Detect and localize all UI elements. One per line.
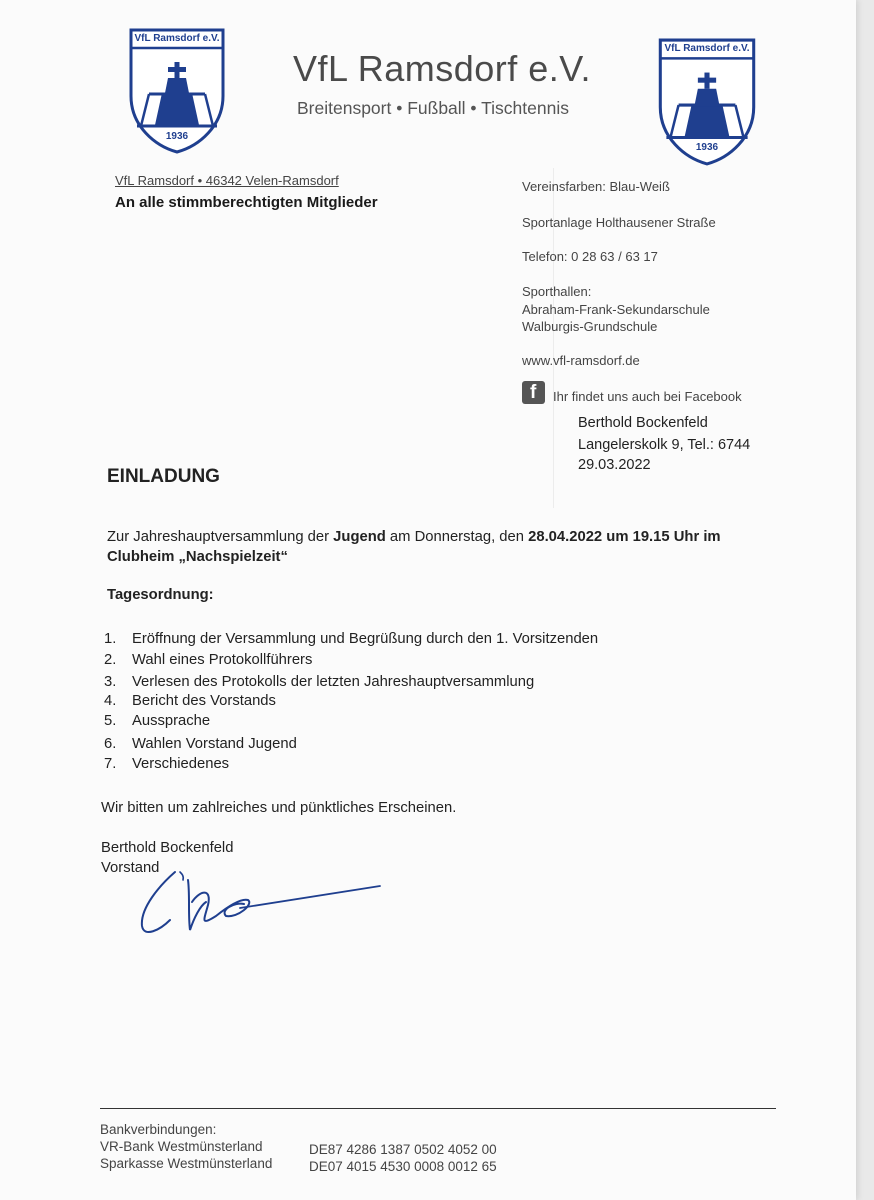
signer-role: Vorstand [101,860,160,876]
agenda-number: 3. [104,674,117,690]
agenda-label: Aussprache [132,713,211,729]
invitation-text: am Donnerstag, den [385,529,529,545]
invitation-text: Zur Jahreshauptversammlung der [107,529,334,545]
sports-ground: Sportanlage Holthausener Straße [522,215,716,230]
hall-item: Abraham-Frank-Sekundarschule [522,302,710,317]
crest-year: 1936 [165,131,189,142]
club-crest-left [127,26,227,156]
club-colors: Vereinsfarben: Blau-Weiß [522,179,670,194]
agenda-label: Bericht des Vorstands [132,693,276,709]
sender-line: VfL Ramsdorf • 46342 Velen-Ramsdorf [115,173,339,188]
invitation-line-1 [107,529,721,545]
contact-name: Berthold Bockenfeld [578,415,708,431]
footer-divider [100,1108,776,1109]
bank-name: Sparkasse Westmünsterland [100,1156,273,1171]
org-title: VfL Ramsdorf e.V. [293,48,591,89]
agenda-label: Wahl eines Protokollführers [132,652,313,668]
agenda-number: 6. [104,736,117,752]
letter-heading: EINLADUNG [107,466,220,487]
agenda-number: 2. [104,652,117,668]
invitation-line-2 [107,549,288,565]
agenda-number: 7. [104,756,117,772]
facebook-icon: f [522,381,545,404]
crest-year: 1936 [695,142,719,153]
hall-item: Walburgis-Grundschule [522,319,658,334]
agenda-label: Verschiedenes [132,756,230,772]
agenda-number: 5. [104,713,117,729]
phone: Telefon: 0 28 63 / 63 17 [522,249,658,264]
bank-name: VR-Bank Westmünsterland [100,1139,263,1154]
agenda-title: Tagesordnung: [107,587,214,603]
agenda-number: 1. [104,631,117,647]
crest-name: VfL Ramsdorf e.V. [134,33,220,44]
agenda-label: Eröffnung der Versammlung und Begrüßung durch den 1. Vorsitzenden [132,631,599,647]
crest-name: VfL Ramsdorf e.V. [664,43,750,54]
org-tagline: Breitensport • Fußball • Tischtennis [297,98,569,118]
invitation-group: Jugend [333,529,386,545]
bank-iban: DE07 4015 4530 0008 0012 65 [309,1159,497,1174]
signer-name: Berthold Bockenfeld [101,840,234,856]
bank-iban: DE87 4286 1387 0502 4052 00 [309,1142,497,1157]
halls-label: Sporthallen: [522,284,592,299]
facebook-text: Ihr findet uns auch bei Facebook [553,389,742,404]
club-crest-right [656,36,758,168]
agenda-label: Wahlen Vorstand Jugend [132,736,297,752]
invitation-venue: Clubheim „Nachspielzeit“ [107,549,288,565]
agenda-number: 4. [104,693,117,709]
letter-date: 29.03.2022 [578,457,651,473]
invitation-datetime: 28.04.2022 um 19.15 Uhr im [528,529,721,545]
handwritten-signature [130,850,400,945]
agenda-label: Verlesen des Protokolls der letzten Jahreshauptversammlung [132,674,535,690]
closing-line: Wir bitten um zahlreiches und pünktliches Erscheinen. [101,800,457,816]
contact-address: Langelerskolk 9, Tel.: 6744 [578,437,751,453]
bank-label: Bankverbindungen: [100,1122,217,1137]
website-link: www.vfl-ramsdorf.de [522,353,640,368]
recipient: An alle stimmberechtigten Mitglieder [115,194,378,211]
